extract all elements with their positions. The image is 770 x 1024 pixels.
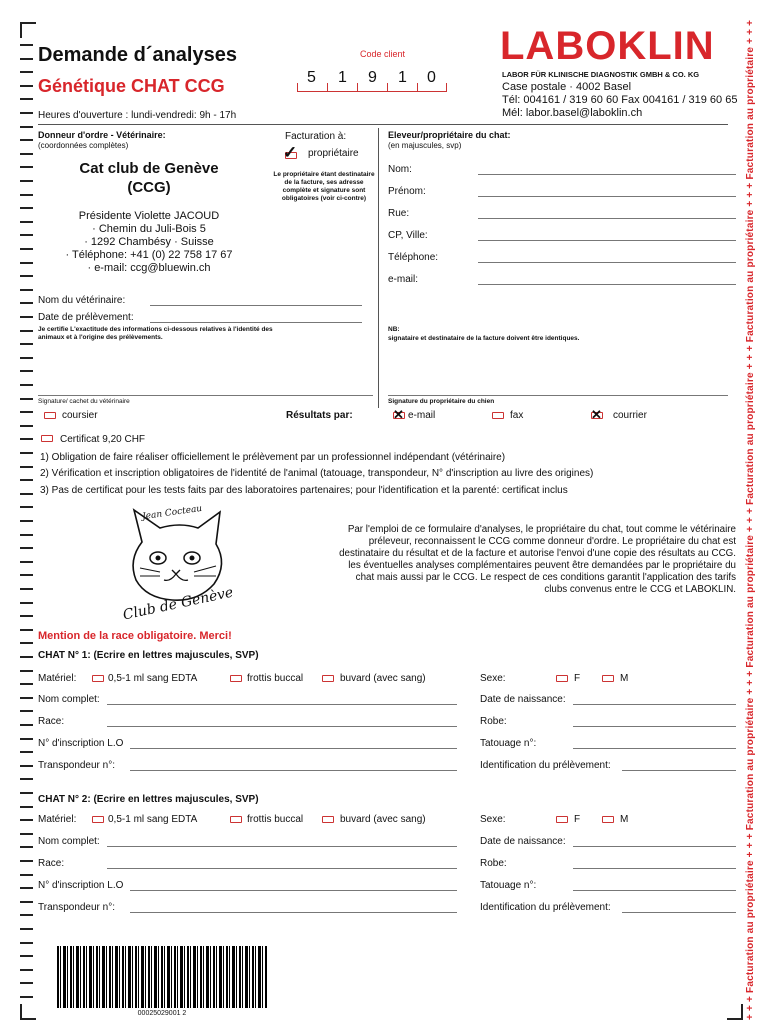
margin-dash xyxy=(20,955,33,957)
sample-id-input[interactable] xyxy=(622,770,736,771)
margin-dash xyxy=(20,642,33,644)
coat-label: Robe: xyxy=(480,716,507,727)
vet-name-label: Nom du vétérinaire: xyxy=(38,295,126,306)
margin-dash xyxy=(20,58,33,60)
code-digit: 0 xyxy=(427,69,436,86)
club-abbreviation: (CCG) xyxy=(127,179,171,196)
side-banner: + + + Facturation au propriétaire + + + Facturation au propriétaire + + + Facturation au propriétaire + + + Facturation au propriétaire + + + Facturation au propriétaire + + + Facturation au propriétaire + + + xyxy=(745,19,756,1020)
margin-dash xyxy=(20,44,33,46)
sample-id-label: Identification du prélèvement: xyxy=(480,760,611,771)
full-name-label: Nom complet: xyxy=(38,694,100,705)
registration-input[interactable] xyxy=(130,748,457,749)
sex-m-label: M xyxy=(620,673,629,684)
donor-heading: Donneur d'ordre - Vétérinaire: xyxy=(38,130,166,140)
owner-email-label: e-mail: xyxy=(388,274,419,285)
margin-dash xyxy=(20,751,33,753)
margin-dash xyxy=(20,466,33,468)
lab-address: Case postale · 4002 Basel xyxy=(502,81,632,93)
margin-dash xyxy=(20,561,33,563)
margin-dash xyxy=(20,139,33,141)
margin-dash xyxy=(20,588,33,590)
corner-mark-bottom-left xyxy=(20,1004,36,1020)
terms-line: les éventuelles analyses complémentaires peuvent être demandées par le propriétaire du xyxy=(348,560,736,571)
sex-f-checkbox[interactable] xyxy=(556,675,568,682)
tattoo-input[interactable] xyxy=(573,748,736,749)
logo-signature-bottom: Club de Genève xyxy=(121,584,235,624)
margin-dash xyxy=(20,602,33,604)
margin-dash xyxy=(20,833,33,835)
coat-input[interactable] xyxy=(573,726,736,727)
billing-note: Le propriétaire étant destinataire de la facture, ses adresse complète et signature sont obligatoires (voir ci-contre) xyxy=(273,171,375,202)
margin-dash xyxy=(20,547,33,549)
sex-label: Sexe: xyxy=(480,814,506,825)
margin-dash xyxy=(20,901,33,903)
certificate-checkbox[interactable] xyxy=(41,435,53,442)
cat-heading: CHAT N° 1: (Ecrire en lettres majuscules, SVP) xyxy=(38,650,259,661)
margin-dash xyxy=(20,85,33,87)
margin-dash xyxy=(20,112,33,114)
owner-section-divider xyxy=(378,128,379,408)
sex-f-checkbox[interactable] xyxy=(556,816,568,823)
margin-dash xyxy=(20,493,33,495)
sex-f-label: F xyxy=(574,814,581,825)
margin-dash xyxy=(20,194,33,196)
margin-dash xyxy=(20,928,33,930)
sample-date-label: Date de prélèvement: xyxy=(38,312,134,323)
margin-dash xyxy=(20,819,33,821)
lab-phone: Tél: 004161 / 319 60 60 Fax 004161 / 319 60 65 xyxy=(502,94,738,106)
material-swab-checkbox[interactable] xyxy=(230,675,242,682)
terms-line: préleveur, reconnaissent le CCG comme donneur d'ordre. Le propriétaire du chat est xyxy=(368,536,736,547)
margin-dash xyxy=(20,969,33,971)
margin-dash xyxy=(20,942,33,944)
transponder-label: Transpondeur n°: xyxy=(38,902,116,913)
registration-label: N° d'inscription L.O xyxy=(38,880,124,891)
club-address-line: · 1292 Chambésy · Suisse xyxy=(84,236,214,248)
margin-dash xyxy=(20,982,33,984)
margin-dash xyxy=(20,370,33,372)
club-address-line: · e-mail: ccg@bluewin.ch xyxy=(87,262,211,274)
margin-dash xyxy=(20,411,33,413)
owner-signature-input[interactable] xyxy=(388,395,728,396)
margin-dash xyxy=(20,683,33,685)
margin-dash xyxy=(20,479,33,481)
margin-dash xyxy=(20,846,33,848)
margin-dash xyxy=(20,765,33,767)
owner-name-label: Nom: xyxy=(388,164,412,175)
coat-label: Robe: xyxy=(480,858,507,869)
margin-dash xyxy=(20,520,33,522)
x-mark-icon: ✕ xyxy=(591,407,602,422)
material-edta-label: 0,5-1 ml sang EDTA xyxy=(108,673,198,684)
code-client-label: Code client xyxy=(360,49,406,59)
margin-dash xyxy=(20,302,33,304)
owner-city-input[interactable] xyxy=(478,240,736,241)
full-name-input[interactable] xyxy=(107,846,457,847)
certificate-rule: 2) Vérification et inscription obligatoires de l'identité de l'animal (tatouage, transpondeur, N° d'inscription au livre des origines) xyxy=(40,468,594,479)
material-blotter-label: buvard (avec sang) xyxy=(340,673,426,684)
nb-text: signataire et destinataire de la facture doivent être identiques. xyxy=(388,335,580,342)
margin-dash xyxy=(20,384,33,386)
certify-text: Je certifie L'exactitude des informations ci-dessous relatives à l'identité des animaux et à l'origine des prélèvements. xyxy=(38,326,273,341)
margin-dash xyxy=(20,629,33,631)
x-mark-icon: ✕ xyxy=(393,407,404,422)
club-address-line: · Téléphone: +41 (0) 22 758 17 67 xyxy=(65,249,233,261)
material-swab-label: frottis buccal xyxy=(247,814,304,825)
owner-street-label: Rue: xyxy=(388,208,410,219)
terms-line: destinataire du résultat et de la facture et autorise l'envoi d'une copie des résultats au CCG. xyxy=(339,548,736,559)
margin-dash xyxy=(20,357,33,359)
logo-signature-top: Jean Cocteau xyxy=(141,503,203,523)
margin-dash xyxy=(20,670,33,672)
registration-input[interactable] xyxy=(130,890,457,891)
owner-firstname-input[interactable] xyxy=(478,196,736,197)
margin-dash xyxy=(20,98,33,100)
header-divider xyxy=(38,124,728,125)
laboklin-logo: LABOKLIN xyxy=(500,24,715,68)
terms-paragraph xyxy=(300,524,736,596)
margin-dash xyxy=(20,615,33,617)
margin-dash xyxy=(20,425,33,427)
owner-street-input[interactable] xyxy=(478,218,736,219)
material-edta-checkbox[interactable] xyxy=(92,816,104,823)
margin-dash xyxy=(20,126,33,128)
nb-label: NB: xyxy=(388,326,400,333)
birthdate-label: Date de naissance: xyxy=(480,694,566,705)
owner-firstname-label: Prénom: xyxy=(388,186,426,197)
margin-dash xyxy=(20,452,33,454)
margin-dash xyxy=(20,398,33,400)
barcode xyxy=(57,946,267,1008)
margin-dash xyxy=(20,738,33,740)
sample-id-input[interactable] xyxy=(622,912,736,913)
terms-line: chat mais aussi par le CCG. Le respect de ces conditions garantit l'application des tarifs xyxy=(355,572,736,583)
breed-input[interactable] xyxy=(107,868,457,869)
opening-hours: Heures d'ouverture : lundi-vendredi: 9h - 17h xyxy=(38,110,237,121)
billing-label: Facturation à: xyxy=(285,131,347,142)
results-fax-checkbox[interactable] xyxy=(492,412,504,419)
margin-dash xyxy=(20,248,33,250)
courier-checkbox[interactable] xyxy=(44,412,56,419)
donor-subheading: (coordonnées complètes) xyxy=(38,141,129,150)
material-label: Matériel: xyxy=(38,673,77,684)
material-blotter-checkbox[interactable] xyxy=(322,816,334,823)
margin-dash xyxy=(20,534,33,536)
terms-line: Par l'emploi de ce formulaire d'analyses, le propriétaire du chat, tout comme le vétérinaire xyxy=(347,524,736,535)
billing-option: propriétaire xyxy=(308,148,359,159)
margin-dash xyxy=(20,221,33,223)
margin-dash xyxy=(20,275,33,277)
breed-input[interactable] xyxy=(107,726,457,727)
cat-heading: CHAT N° 2: (Ecrire en lettres majuscules, SVP) xyxy=(38,794,259,805)
margin-dash xyxy=(20,996,33,998)
margin-dash xyxy=(20,806,33,808)
tattoo-input[interactable] xyxy=(573,890,736,891)
margin-dash xyxy=(20,262,33,264)
code-digit: 5 xyxy=(307,69,316,86)
sex-m-checkbox[interactable] xyxy=(602,816,614,823)
birthdate-input[interactable] xyxy=(573,846,736,847)
registration-label: N° d'inscription L.O xyxy=(38,738,124,749)
sample-id-label: Identification du prélèvement: xyxy=(480,902,611,913)
certificate-label: Certificat 9,20 CHF xyxy=(60,434,146,445)
results-courier-label: courrier xyxy=(613,410,647,421)
margin-dash xyxy=(20,874,33,876)
owner-email-input[interactable] xyxy=(478,284,736,285)
sex-m-checkbox[interactable] xyxy=(602,675,614,682)
coat-input[interactable] xyxy=(573,868,736,869)
material-label: Matériel: xyxy=(38,814,77,825)
breed-label: Race: xyxy=(38,858,65,869)
sample-date-input[interactable] xyxy=(150,322,362,323)
material-swab-label: frottis buccal xyxy=(247,673,304,684)
full-name-input[interactable] xyxy=(107,704,457,705)
certificate-rule: 1) Obligation de faire réaliser officiellement le prélèvement par un professionnel indépendant (vétérinaire) xyxy=(40,452,506,463)
barcode-number: 00025029001 2 xyxy=(137,1010,187,1017)
courier-left-label: coursier xyxy=(62,410,98,421)
transponder-label: Transpondeur n°: xyxy=(38,760,116,771)
birthdate-label: Date de naissance: xyxy=(480,836,566,847)
club-address-line: Présidente Violette JACOUD xyxy=(78,210,220,222)
margin-dash xyxy=(20,330,33,332)
birthdate-input[interactable] xyxy=(573,704,736,705)
tattoo-label: Tatouage n°: xyxy=(480,880,537,891)
vet-signature-label: Signature/ cachet du vétérinaire xyxy=(38,398,130,405)
transponder-input[interactable] xyxy=(130,770,457,771)
page-subtitle: Génétique CHAT CCG xyxy=(38,76,225,96)
margin-dash xyxy=(20,234,33,236)
lab-email: Mél: labor.basel@laboklin.ch xyxy=(502,107,643,119)
margin-dash xyxy=(20,697,33,699)
material-edta-checkbox[interactable] xyxy=(92,675,104,682)
vet-signature-input[interactable] xyxy=(38,395,373,396)
breed-label: Race: xyxy=(38,716,65,727)
margin-dash xyxy=(20,71,33,73)
owner-name-input[interactable] xyxy=(478,174,736,175)
code-digit: 9 xyxy=(368,69,377,86)
margin-dash xyxy=(20,153,33,155)
owner-signature-label: Signature du propriétaire du chien xyxy=(388,398,495,405)
margin-dash xyxy=(20,506,33,508)
code-digit: 1 xyxy=(338,69,347,86)
checkmark-icon: ✓ xyxy=(283,143,298,162)
owner-subheading: (en majuscules, svp) xyxy=(388,141,462,150)
owner-phone-input[interactable] xyxy=(478,262,736,263)
margin-dash xyxy=(20,724,33,726)
owner-phone-label: Téléphone: xyxy=(388,252,439,263)
results-email-label: e-mail xyxy=(408,410,436,421)
code-digit: 1 xyxy=(398,69,407,86)
margin-dash xyxy=(20,860,33,862)
full-name-label: Nom complet: xyxy=(38,836,100,847)
vet-name-input[interactable] xyxy=(150,305,362,306)
tattoo-label: Tatouage n°: xyxy=(480,738,537,749)
material-swab-checkbox[interactable] xyxy=(230,816,242,823)
margin-dash xyxy=(20,180,33,182)
margin-dash xyxy=(20,166,33,168)
certificate-rule: 3) Pas de certificat pour les tests faits par des laboratoires partenaires; pour l'identification et la parenté: certificat inclus xyxy=(40,485,568,496)
owner-city-label: CP, Ville: xyxy=(388,230,428,241)
corner-mark-bottom-right xyxy=(727,1004,743,1020)
margin-dash xyxy=(20,343,33,345)
margin-dash xyxy=(20,289,33,291)
margin-dash xyxy=(20,316,33,318)
margin-dash xyxy=(20,207,33,209)
margin-dash xyxy=(20,656,33,658)
corner-mark-top-left xyxy=(20,22,36,38)
margin-dash xyxy=(20,792,33,794)
material-blotter-checkbox[interactable] xyxy=(322,675,334,682)
terms-line: clubs convenus entre le CCG et LABOKLIN. xyxy=(544,584,736,595)
margin-dash xyxy=(20,914,33,916)
material-edta-label: 0,5-1 ml sang EDTA xyxy=(108,814,198,825)
breed-notice: Mention de la race obligatoire. Merci! xyxy=(38,630,232,642)
lab-tagline: LABOR FÜR KLINISCHE DIAGNOSTIK GMBH & CO. KG xyxy=(502,70,700,79)
sex-f-label: F xyxy=(574,673,581,684)
results-label: Résultats par: xyxy=(286,410,353,421)
sex-m-label: M xyxy=(620,814,629,825)
margin-dash xyxy=(20,438,33,440)
results-fax-label: fax xyxy=(510,410,524,421)
sex-label: Sexe: xyxy=(480,673,506,684)
margin-dash xyxy=(20,778,33,780)
margin-dash xyxy=(20,887,33,889)
owner-heading: Eleveur/propriétaire du chat: xyxy=(388,130,511,140)
page-title: Demande d´analyses xyxy=(38,44,237,66)
club-name: Cat club de Genève xyxy=(79,160,219,177)
transponder-input[interactable] xyxy=(130,912,457,913)
margin-dash xyxy=(20,574,33,576)
material-blotter-label: buvard (avec sang) xyxy=(340,814,426,825)
margin-dash xyxy=(20,710,33,712)
club-address-line: · Chemin du Juli-Bois 5 xyxy=(92,223,206,235)
